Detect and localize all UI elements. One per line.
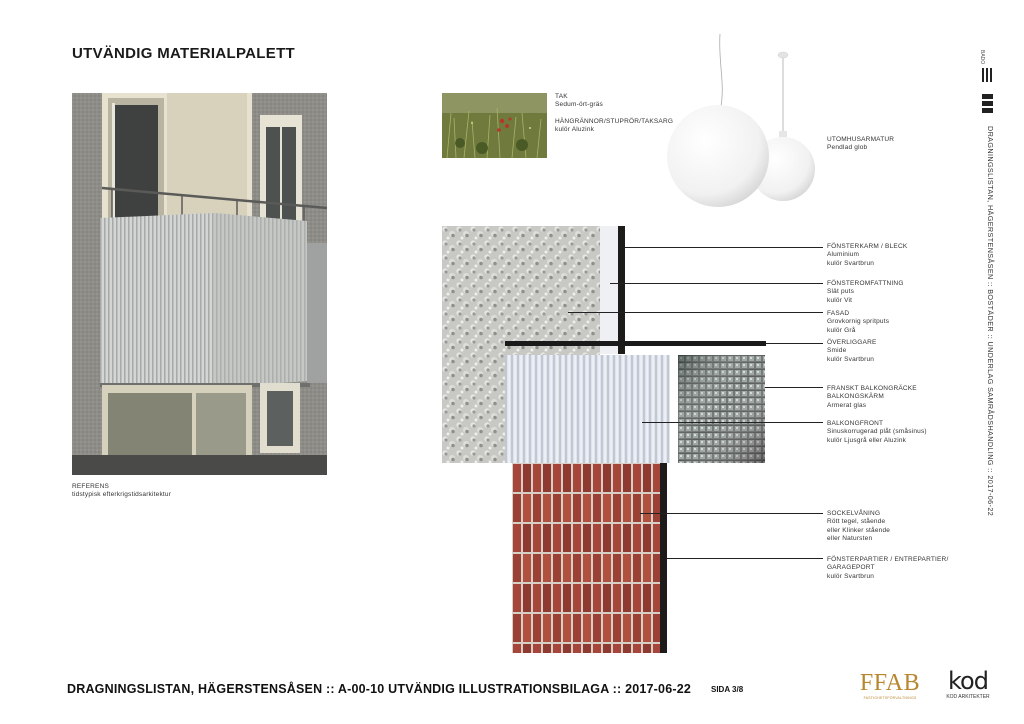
vertical-small-text: BADO bbox=[979, 50, 985, 65]
ffab-logo-subtext: FASTIGHETSFÖRVALTNINGS bbox=[863, 696, 917, 700]
leader-line bbox=[610, 283, 823, 284]
lintel-forged-steel bbox=[505, 341, 766, 346]
material-label-window-frame: FÖNSTERKARM / BLECK bbox=[827, 243, 908, 250]
material-desc: Aluminium bbox=[827, 251, 860, 259]
footer-title: DRAGNINGSLISTAN, HÄGERSTENSÅSEN :: A-00-10 UTVÄNDIG ILLUSTRATIONSBILAGA :: 2017-06-22 bbox=[67, 682, 692, 696]
sedum-roof-swatch bbox=[442, 93, 547, 158]
kod-logo-text: kod bbox=[948, 667, 988, 695]
material-desc: GARAGEPORT bbox=[827, 564, 875, 572]
material-desc: Grovkornig spritputs bbox=[827, 318, 890, 326]
leader-line bbox=[765, 387, 823, 388]
roof-material: Sedum-ört-gräs bbox=[555, 101, 603, 109]
material-color: kulör Ljusgrå eller Aluzink bbox=[827, 436, 907, 444]
material-color: kulör Svartbrun bbox=[827, 259, 875, 267]
material-desc: BALKONGSKÄRM bbox=[827, 393, 884, 401]
kod-logo bbox=[940, 668, 996, 706]
material-color: Armerat glas bbox=[827, 401, 867, 409]
reference-title: REFERENS bbox=[72, 483, 109, 490]
leader-line bbox=[766, 343, 823, 344]
balcony-front-corrugated-sheet bbox=[505, 355, 670, 463]
material-color: kulör Grå bbox=[827, 326, 856, 334]
window-frame-flashing-dark bbox=[618, 226, 625, 354]
gutter-label: HÄNGRÄNNOR/STUPRÖR/TAKSARG bbox=[555, 117, 674, 125]
roof-label: TAK bbox=[555, 93, 568, 100]
material-label-facade: FASAD bbox=[827, 310, 850, 317]
material-color: kulör Vit bbox=[827, 296, 853, 304]
leader-line bbox=[625, 247, 823, 248]
material-label-french-balcony: FRANSKT BALKONGRÄCKE bbox=[827, 385, 917, 392]
page-title: UTVÄNDIG MATERIALPALETT bbox=[72, 45, 295, 62]
material-desc: Sinuskorrugerad plåt (småsinus) bbox=[827, 428, 927, 436]
kod-logo-subtext: KOD ARKITEKTER bbox=[946, 694, 990, 700]
page-number: SIDA 3/8 bbox=[711, 685, 744, 694]
pendant-globe-lamp bbox=[660, 34, 820, 212]
material-desc: Slät puts bbox=[827, 288, 855, 296]
reference-subtitle: tidstypisk efterkrigstidsarkitektur bbox=[72, 491, 172, 499]
garage-door-dark-frame bbox=[660, 463, 667, 653]
material-label-lintel: ÖVERLIGGARE bbox=[827, 339, 877, 346]
material-desc: eller Natursten bbox=[827, 535, 873, 543]
leader-line bbox=[667, 558, 823, 559]
window-surround-smooth-plaster bbox=[600, 226, 618, 354]
leader-line bbox=[640, 513, 823, 514]
material-color: kulör Svartbrun bbox=[827, 355, 875, 363]
material-label-window-partitions: FÖNSTERPARTIER / ENTREPARTIER/ bbox=[827, 556, 949, 563]
material-desc: Smide bbox=[827, 347, 847, 355]
vertical-project-text: DRAGNINGSLISTAN, HÄGERSTENSÅSEN :: BOSTÄDER :: UNDERLAG SAMRÅDSHANDLING :: 2017-06-22 bbox=[986, 126, 995, 517]
reference-photo bbox=[72, 93, 327, 475]
leader-line bbox=[568, 312, 823, 313]
material-label-window-surround: FÖNSTEROMFATTNING bbox=[827, 280, 904, 287]
lamp-label: UTOMHUSARMATUR bbox=[827, 136, 895, 143]
wired-glass-swatch bbox=[678, 355, 765, 463]
gutter-color: kulör Aluzink bbox=[555, 126, 595, 134]
material-desc: Rött tegel, stående bbox=[827, 518, 886, 526]
material-label-balcony-front: BALKONGFRONT bbox=[827, 420, 884, 427]
plinth-red-brick-swatch bbox=[512, 463, 660, 653]
leader-line bbox=[642, 422, 823, 423]
ffab-logo-text: FFAB bbox=[859, 670, 921, 696]
ffab-logo bbox=[854, 670, 926, 706]
material-desc: eller Klinker stående bbox=[827, 526, 891, 534]
lamp-type: Pendlad glob bbox=[827, 144, 868, 152]
material-label-plinth: SOCKELVÅNING bbox=[827, 510, 881, 517]
section-marker-icon bbox=[982, 68, 994, 114]
material-color: kulör Svartbrun bbox=[827, 572, 875, 580]
